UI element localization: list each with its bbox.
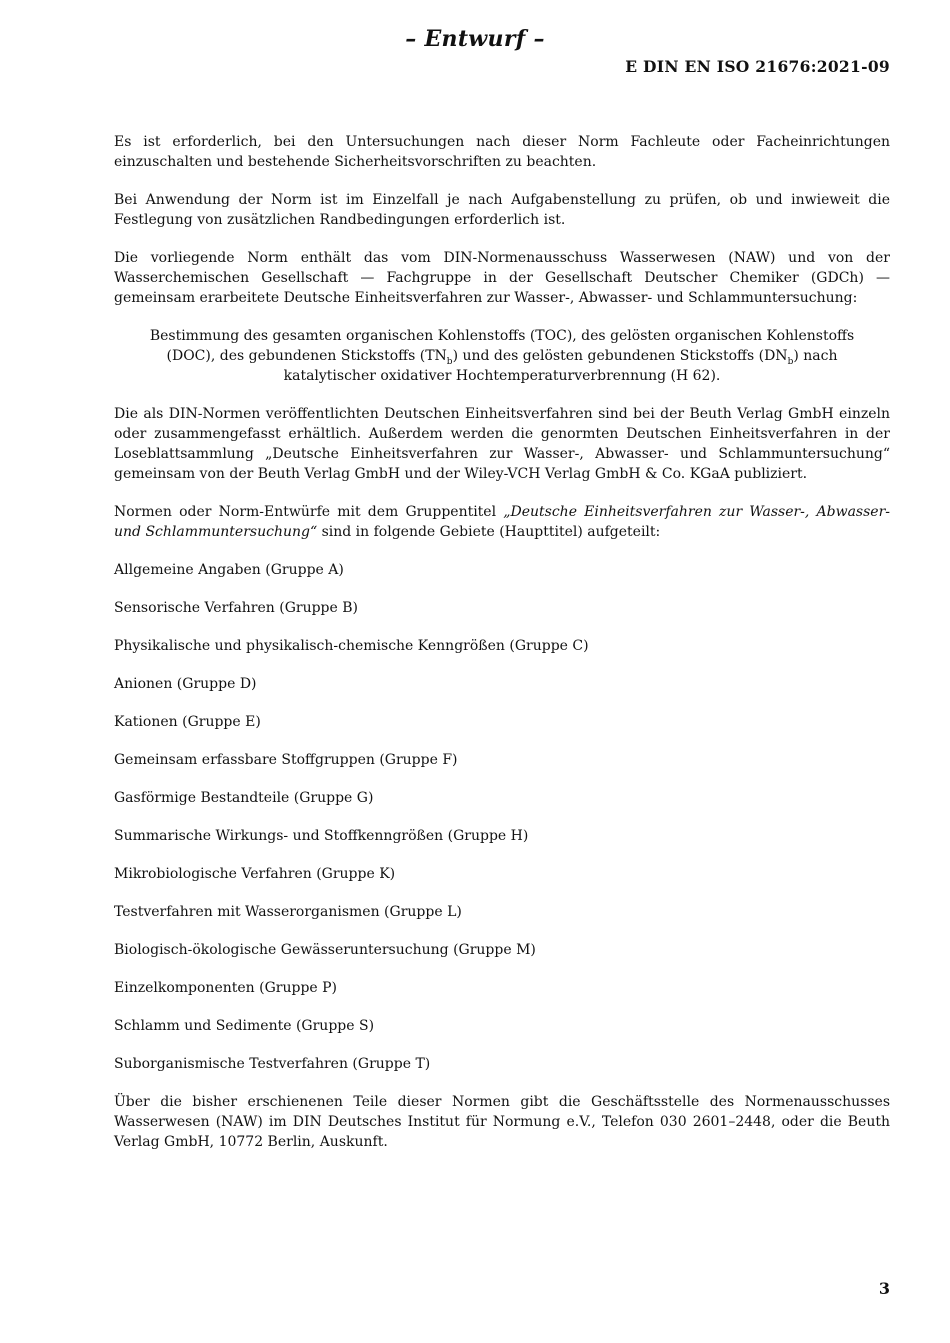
document-identifier: E DIN EN ISO 21676:2021-09 (625, 57, 890, 76)
page-number: 3 (878, 1279, 890, 1298)
method-title-part2: ) und des gelösten gebundenen Stickstoffs (DN (452, 348, 788, 364)
method-title (124, 326, 880, 386)
group-item-h: Summarische Wirkungs- und Stoffkenngrößen (Gruppe H) (114, 828, 529, 844)
group-item-l: Testverfahren mit Wasserorganismen (Gruppe L) (114, 904, 462, 920)
group-item-p: Einzelkomponenten (Gruppe P) (114, 980, 338, 996)
paragraph-application: Bei Anwendung der Norm ist im Einzelfall je nach Aufgabenstellung zu prüfen, ob und inwieweit die Festlegung von zusätzlichen Randbedingungen erforderlich ist. (114, 192, 890, 228)
page-content (114, 132, 890, 1170)
group-item-g: Gasförmige Bestandteile (Gruppe G) (114, 790, 374, 806)
paragraph-standard-content: Die vorliegende Norm enthält das vom DIN-Normenausschuss Wasserwesen (NAW) und von der Wasserchemischen Gesellschaft — Fachgruppe in der Gesellschaft Deutscher Chemiker (GDCh) — gemeinsam erarbeitete Deutsche Einheitsverfahren zur Wasser-, Abwasser- und Schlammuntersuchung: (114, 250, 890, 306)
paragraph-contact: Über die bisher erschienenen Teile dieser Normen gibt die Geschäftsstelle des Normenausschusses Wasserwesen (NAW) im DIN Deutsches Institut für Normung e.V., Telefon 030 2601–2448, oder die Beuth Verlag GmbH, 10772 Berlin, Auskunft. (114, 1094, 890, 1150)
group-item-t: Suborganismische Testverfahren (Gruppe T) (114, 1056, 431, 1072)
group-item-b: Sensorische Verfahren (Gruppe B) (114, 600, 359, 616)
group-list (114, 560, 890, 1074)
group-item-f: Gemeinsam erfassbare Stoffgruppen (Gruppe F) (114, 752, 458, 768)
group-item-m: Biologisch-ökologische Gewässeruntersuchung (Gruppe M) (114, 942, 536, 958)
method-title-part1: Bestimmung des gesamten organischen Kohlenstoffs (TOC), des gelösten organischen Kohlenstoffs (DOC), des gebundenen Stickstoffs (TN (149, 328, 855, 364)
group-item-e: Kationen (Gruppe E) (114, 714, 261, 730)
group-item-d: Anionen (Gruppe D) (114, 676, 257, 692)
paragraph-availability: Die als DIN-Normen veröffentlichten Deutschen Einheitsverfahren sind bei der Beuth Verlag GmbH einzeln oder zusammengefasst erhältlich. Außerdem werden die genormten Deutschen Einheitsverfahren in der Loseblattsammlung „Deutsche Einheitsverfahren zur Wasser-, Abwasser- und Schlammuntersuchung“ gemeinsam von der Beuth Verlag GmbH und der Wiley-VCH Verlag GmbH & Co. KGaA publiziert. (114, 406, 890, 482)
group-item-a: Allgemeine Angaben (Gruppe A) (114, 562, 344, 578)
paragraph-group-intro (114, 502, 890, 542)
draft-title: – Entwurf – (405, 26, 545, 52)
group-item-k: Mikrobiologische Verfahren (Gruppe K) (114, 866, 396, 882)
method-title-part3: ) nach katalytischer oxidativer Hochtemperaturverbrennung (H 62). (283, 348, 838, 384)
subscript-b-1: b (446, 356, 453, 367)
group-item-s: Schlamm und Sedimente (Gruppe S) (114, 1018, 375, 1034)
group-intro-start: Normen oder Norm-Entwürfe mit dem Gruppentitel (114, 504, 504, 520)
group-item-c: Physikalische und physikalisch-chemische Kenngrößen (Gruppe C) (114, 638, 589, 654)
group-title-italic: „Deutsche Einheitsverfahren zur Wasser-, Abwasser- und Schlammuntersuchung“ (114, 504, 890, 540)
subscript-b-2: b (787, 356, 794, 367)
paragraph-safety: Es ist erforderlich, bei den Untersuchungen nach dieser Norm Fachleute oder Facheinrichtungen einzuschalten und bestehende Sicherheitsvorschriften zu beachten. (114, 134, 890, 170)
group-intro-end: sind in folgende Gebiete (Haupttitel) aufgeteilt: (317, 524, 661, 540)
